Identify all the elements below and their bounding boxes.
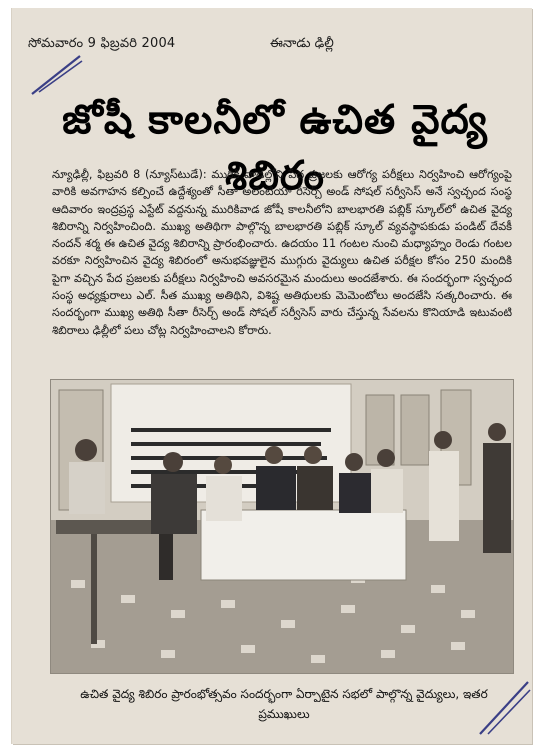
photo-caption: ఉచిత వైద్య శిబిరం ప్రారంభోత్సవం సందర్భంగా ఏర్పాటైన సభలో పాల్గొన్న వైద్యులు, ఇతర ప్రముఖులు	[80, 687, 488, 721]
article-body: న్యూఢిల్లీ, ఫిబ్రవరి 8 (న్యూస్‌టుడే): మురికి వాడల్లోని పేద ప్రజలకు ఆరోగ్య పరీక్షలు నిర్వహించి ఆరోగ్యంపై వారికి అవగాహన కల్పించే ఉద్దేశ్యంతో సీతా అలెంటియా రీసెర్చ్ అండ్ సోషల్ సర్వీసెస్ అనే స్వచ్ఛంద సంస్థ ఆదివారం ఇంద్రప్రస్థ ఎస్టేట్ వద్దనున్న మురికివాడ జోషీ కాలనీలోని బాలభారతి పబ్లిక్ స్కూల్‌లో ఉచిత వైద్య శిబిరాన్ని నిర్వహించింది. ముఖ్య అతిథిగా పాల్గొన్న బాలభారతి పబ్లిక్ స్కూల్ వ్యవస్థాపకుడు పండిట్ దేవకీ నందన్ శర్మ ఈ ఉచిత వైద్య శిబిరాన్ని ప్రారంభించారు. ఉదయం 11 గంటల నుంచి మధ్యాహ్నం రెండు గంటల వరకూ నిర్వహించిన వైద్య శిబిరంలో అనుభవజ్ఞులైన ముగ్గురు వైద్యులు ఉచిత పరీక్షల కోసం 250 మందికి పైగా వచ్చిన పేద ప్రజలకు పరీక్షలు నిర్వహించి అవసరమైన మందులు అందజేశారు. ఈ సందర్భంగా స్వచ్ఛంద సంస్థ అధ్యక్షురాలు ఎల్. సీత ముఖ్య అతిథిని, విశిష్ట అతిథులకు మెమెంటోలు అందజేసి సత్కరించారు. ఈ సందర్భంగా ముఖ్య అతిథి సీతా రీసెర్చ్ అండ్ సోషల్ సర్వీసెస్ వారు చేస్తున్న సేవలను కొనియాడి ఇటువంటి శిబిరాలు ఢిల్లీలో పలు చోట్ల నిర్వహించాలని కోరారు.	[52, 168, 512, 337]
publication-name: ఈనాడు ఢిల్లీ	[270, 36, 334, 51]
photo-scene	[51, 380, 513, 673]
headline: జోషీ కాలనీలో ఉచిత వైద్య శిబిరం	[62, 97, 488, 199]
news-photo	[50, 379, 514, 674]
pen-stroke-top-left	[30, 52, 84, 96]
dateline: సోమవారం 9 ఫిబ్రవరి 2004	[28, 36, 176, 51]
pen-stroke-bottom-right	[476, 676, 532, 736]
